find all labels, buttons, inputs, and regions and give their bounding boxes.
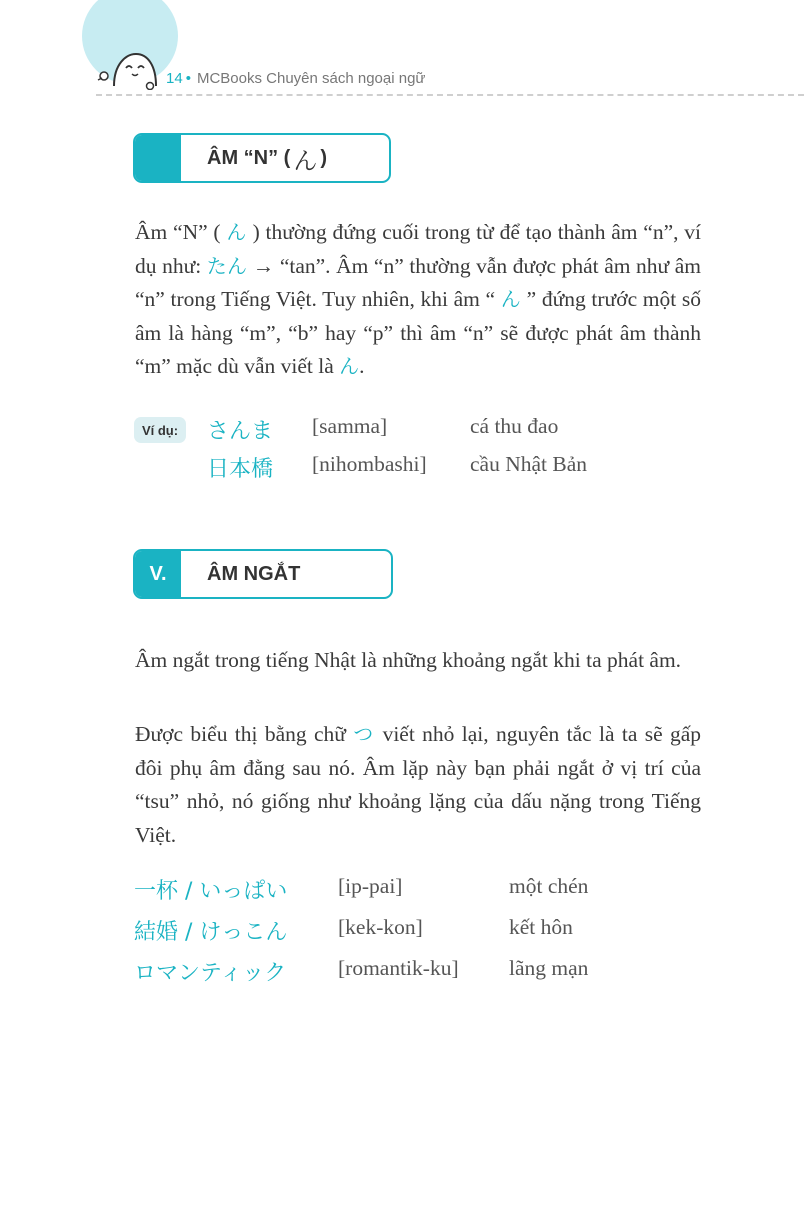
- text: .: [359, 354, 365, 378]
- example-romaji: [nihombashi]: [312, 452, 427, 476]
- kana-n: ん: [500, 287, 522, 311]
- text: Được biểu thị bằng chữ: [135, 722, 346, 746]
- word-romaji: [kek-kon]: [338, 915, 423, 939]
- example-badge: Ví dụ:: [134, 417, 186, 443]
- section-tab: [135, 135, 181, 181]
- kana-n: ん: [226, 220, 247, 244]
- example-romaji: [samma]: [312, 414, 388, 438]
- text: ) thường đứng cuối trong từ để tạo thành âm “n”, ví dụ như:: [135, 220, 702, 278]
- running-header: [166, 70, 425, 87]
- word-japanese: ロマンティック: [134, 961, 287, 986]
- paragraph-am-ngat-rule: [135, 718, 701, 852]
- word-meaning: một chén: [509, 874, 589, 898]
- mascot-icon: [92, 46, 162, 90]
- kana-tan: たん: [206, 253, 248, 278]
- section-header-am-ngat: [133, 549, 393, 599]
- text: ” đứng trước một số âm là hàng “m”, “b” hay “p” thì âm “n” sẽ được phát âm thành “m” mặc dù vẫn viết là: [135, 287, 701, 378]
- text: viết nhỏ lại, nguyên tắc là ta sẽ gấp đôi phụ âm đằng sau nó. Âm lặp này bạn phải ngắt ở vị trí của “tsu” nhỏ, nó giống như khoảng lặng của dấu nặng trong Tiếng Việt.: [135, 722, 702, 847]
- section-title-kana: ん: [293, 147, 318, 175]
- word-romaji: [romantik-ku]: [338, 956, 459, 980]
- paragraph-am-ngat-intro: Âm ngắt trong tiếng Nhật là những khoảng ngắt khi ta phát âm.: [135, 648, 682, 672]
- word-romaji: [ip-pai]: [338, 874, 403, 898]
- example-japanese: さんま: [207, 419, 274, 444]
- header-dashed-line: [96, 94, 804, 96]
- section-title-text: ÂM “N” (: [207, 146, 291, 169]
- section-title: ÂM NGẮT: [207, 562, 301, 585]
- section-header-am-n: [133, 133, 391, 183]
- word-japanese: 一杯 / いっぱい: [134, 879, 288, 904]
- kana-tsu: つ: [353, 722, 376, 746]
- example-meaning: cá thu đao: [470, 414, 559, 438]
- section-title: [207, 135, 327, 181]
- word-meaning: lãng mạn: [509, 956, 589, 980]
- text: Âm “N” (: [135, 220, 221, 244]
- paragraph-am-n: [135, 216, 701, 384]
- publisher-name: MCBooks Chuyên sách ngoại ngữ: [196, 70, 426, 87]
- example-japanese: 日本橋: [207, 457, 274, 482]
- example-meaning: cầu Nhật Bản: [470, 452, 588, 476]
- section-title-end: ): [320, 146, 327, 169]
- section-tab: V.: [135, 551, 181, 597]
- header-separator: •: [185, 70, 191, 87]
- kana-n: ん: [339, 354, 360, 378]
- word-japanese: 結婚 / けっこん: [134, 920, 288, 945]
- page-number: 14: [166, 70, 183, 87]
- text: → “tan”. Âm “n” thường vẫn được phát âm như âm “n” trong Tiếng Việt. Tuy nhiên, khi âm “: [135, 253, 702, 311]
- word-meaning: kết hôn: [509, 915, 573, 939]
